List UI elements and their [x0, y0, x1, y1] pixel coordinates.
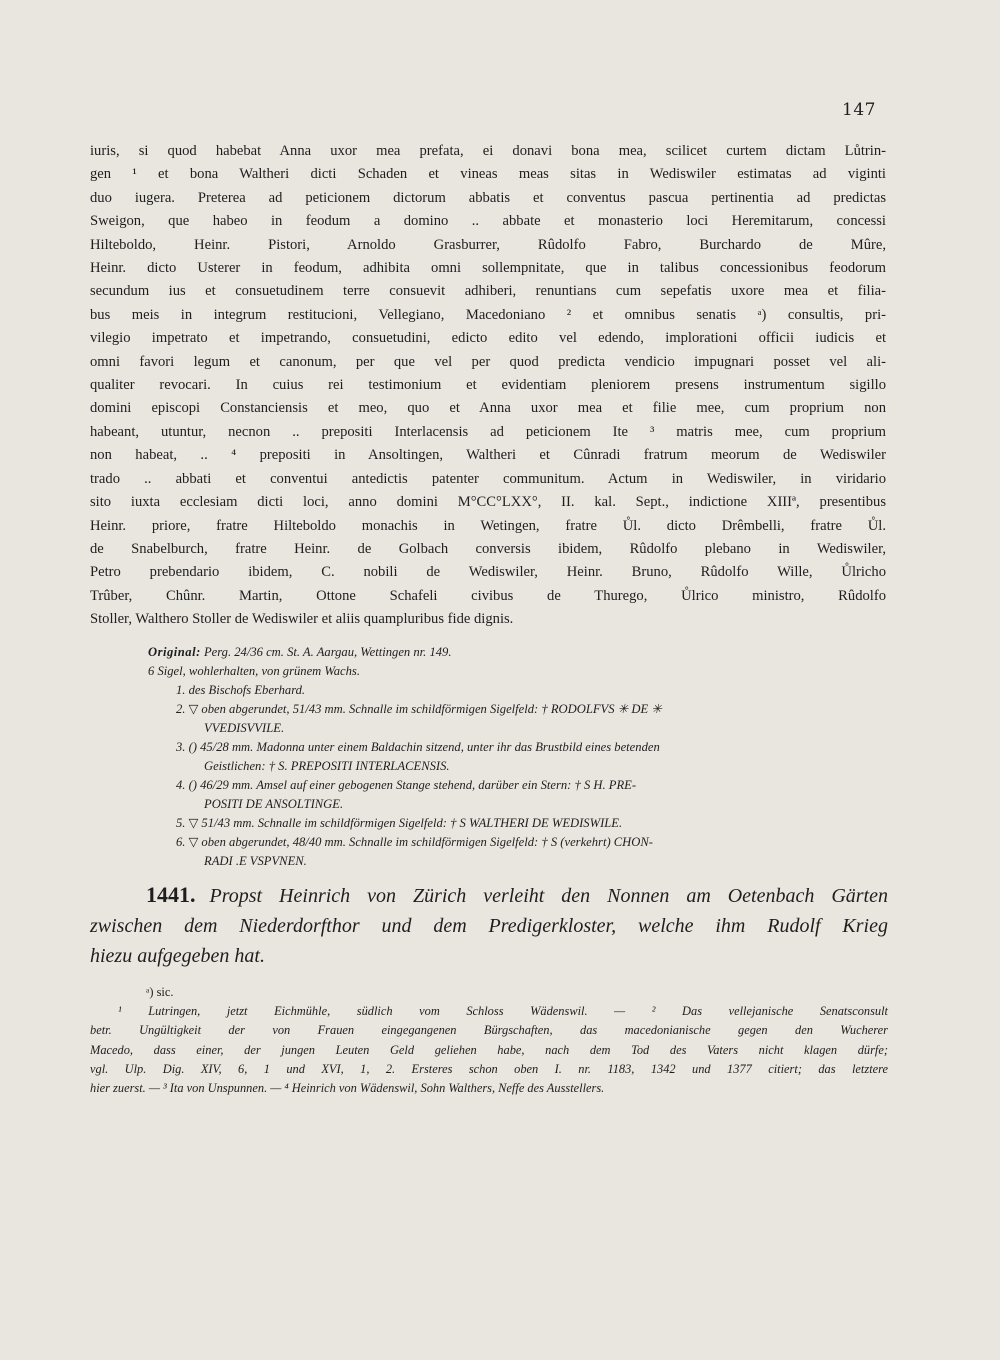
seal-item: 4. () 46/29 mm. Amsel auf einer gebogenen Stange stehend, darüber ein Stern: † S H. PRE-	[176, 778, 637, 792]
text-line: gen ¹ et bona Waltheri dicti Schaden et vineas meas sitas in Wediswiler estimatas ad viginti	[90, 166, 886, 183]
text-line: secundum ius et consuetudinem terre consuevit adhiberi, renuntians cum sepefatis uxore mea et filia-	[90, 283, 886, 300]
charter-text	[90, 140, 886, 632]
text-line: Heinr. dicto Usterer in feodum, adhibita omni sollempnitate, que in talibus concessionibus feodorum	[90, 260, 886, 277]
footnote-line: betr. Ungültigkeit der von Frauen eingegangenen Bürgschaften, das macedonianische gegen den Wucherer	[90, 1023, 888, 1038]
entry-heading	[90, 880, 888, 971]
original-text: Perg. 24/36 cm. St. A. Aargau, Wettingen nr. 149.	[200, 645, 452, 659]
entry-number: 1441.	[146, 882, 196, 907]
text-line: vilegio impetrato et impetrando, consuetudini, edicto edito vel edendo, implorationi officii iudicis et	[90, 330, 886, 347]
text-line: non habeat, .. ⁴ prepositi in Ansoltingen, Waltheri et Cûnradi fratrum meorum de Wediswiler	[90, 447, 886, 464]
entry-line	[90, 880, 888, 911]
footnotes	[90, 983, 888, 1098]
seal-item: 5. ▽ 51/43 mm. Schnalle im schildförmigen Sigelfeld: † S WALTHERI DE WEDISWILE.	[176, 816, 623, 830]
seal-item: 3. () 45/28 mm. Madonna unter einem Baldachin sitzend, unter ihr das Brustbild eines betenden	[176, 740, 660, 754]
text-line: qualiter revocari. In cuius rei testimonium et evidentiam pleniorem presens instrumentum sigillo	[90, 377, 886, 394]
text-line: Stoller, Walthero Stoller de Wediswiler et aliis quampluribus fide dignis.	[90, 611, 514, 628]
footnote-line: vgl. Ulp. Dig. XIV, 6, 1 und XVI, 1, 2. Ersteres schon oben I. nr. 1183, 1342 und 1377 citiert; das letztere	[90, 1061, 888, 1076]
entry-text: Propst Heinrich von Zürich verleiht den Nonnen am Oetenbach Gärten	[209, 885, 888, 907]
seal-item-cont: RADI .E VSPVNEN.	[204, 854, 307, 868]
archival-notes	[148, 643, 888, 871]
text-line: domini episcopi Constanciensis et meo, quo et Anna uxor mea et filie mee, cum proprium non	[90, 400, 886, 417]
page-number: 147	[842, 100, 876, 120]
entry-line: hiezu aufgegeben hat.	[90, 945, 265, 967]
text-line: de Snabelburch, fratre Heinr. de Golbach conversis ibidem, Rûdolfo plebano in Wediswiler,	[90, 540, 886, 557]
text-line: bus meis in integrum restitucioni, Vellegiano, Macedoniano ² et omnibus senatis ᵃ) consultis, pri-	[90, 306, 886, 323]
footnote-line: hier zuerst. — ³ Ita von Unspunnen. — ⁴ Heinrich von Wädenswil, Sohn Walthers, Neffe des Ausstellers.	[90, 1081, 605, 1096]
seal-item: 6. ▽ oben abgerundet, 48/40 mm. Schnalle im schildförmigen Sigelfeld: † S (verkehrt) CHON-	[176, 835, 653, 849]
text-line: omni favori legum et canonum, per que vel per quod predicta vendicio impugnari posset vel ali-	[90, 353, 886, 370]
footnote-line: ¹ Lutringen, jetzt Eichmühle, südlich vom Schloss Wädenswil. — ² Das vellejanische Senatsconsult	[118, 1004, 888, 1019]
seal-item-cont: Geistlichen: † S. PREPOSITI INTERLACENSIS.	[204, 759, 450, 773]
seal-item-cont: POSITI DE ANSOLTINGE.	[204, 797, 344, 811]
text-line: sito iuxta ecclesiam dicti loci, anno domini M°CC°LXX°, II. kal. Sept., indictione XIIIª, presentibus	[90, 494, 886, 511]
footnote-line: Macedo, dass einer, der jungen Leuten Geld geliehen habe, nach dem Tod des Vaters nicht klagen dürfe;	[90, 1042, 888, 1057]
text-line: trado .. abbati et conventui antedictis patenter communitum. Actum in Wediswiler, in viridario	[90, 470, 886, 487]
seal-summary: 6 Sigel, wohlerhalten, von grünem Wachs.	[148, 664, 360, 678]
text-line: Trûber, Chûnr. Martin, Ottone Schafeli civibus de Thurego, Ůlrico ministro, Rûdolfo	[90, 587, 886, 604]
text-line: Sweigon, que habeo in feodum a domino .. abbate et monasterio loci Heremitarum, concessi	[90, 213, 886, 230]
seal-item: 2. ▽ oben abgerundet, 51/43 mm. Schnalle im schildförmigen Sigelfeld: † RODOLFVS ✳ DE ✳	[176, 702, 662, 716]
original-note	[148, 643, 888, 662]
text-line: iuris, si quod habebat Anna uxor mea prefata, ei donavi bona mea, scilicet curtem dictam Lůtrin-	[90, 143, 886, 159]
footnote-sic: ᵃ) sic.	[146, 985, 174, 999]
text-line: habeant, utuntur, necnon .. prepositi Interlacensis ad peticionem Ite ³ matris mee, cum proprium	[90, 423, 886, 440]
text-line: Petro prebendario ibidem, C. nobili de Wediswiler, Heinr. Bruno, Rûdolfo Wille, Ůlricho	[90, 564, 886, 581]
text-line: duo iugera. Preterea ad peticionem dictorum abbatis et conventus pascua pertinentia ad predictas	[90, 189, 886, 206]
text-line: Hilteboldo, Heinr. Pistori, Arnoldo Grasburrer, Rûdolfo Fabro, Burchardo de Mûre,	[90, 236, 886, 253]
original-label: Original:	[148, 645, 201, 659]
entry-line: zwischen dem Niederdorfthor und dem Predigerkloster, welche ihm Rudolf Krieg	[90, 915, 888, 937]
seal-item: 1. des Bischofs Eberhard.	[176, 683, 306, 697]
text-line: Heinr. priore, fratre Hilteboldo monachis in Wetingen, fratre Ůl. dicto Drêmbelli, fratre Ůl.	[90, 517, 886, 534]
seal-item-cont: VVEDISVVILE.	[204, 721, 285, 735]
